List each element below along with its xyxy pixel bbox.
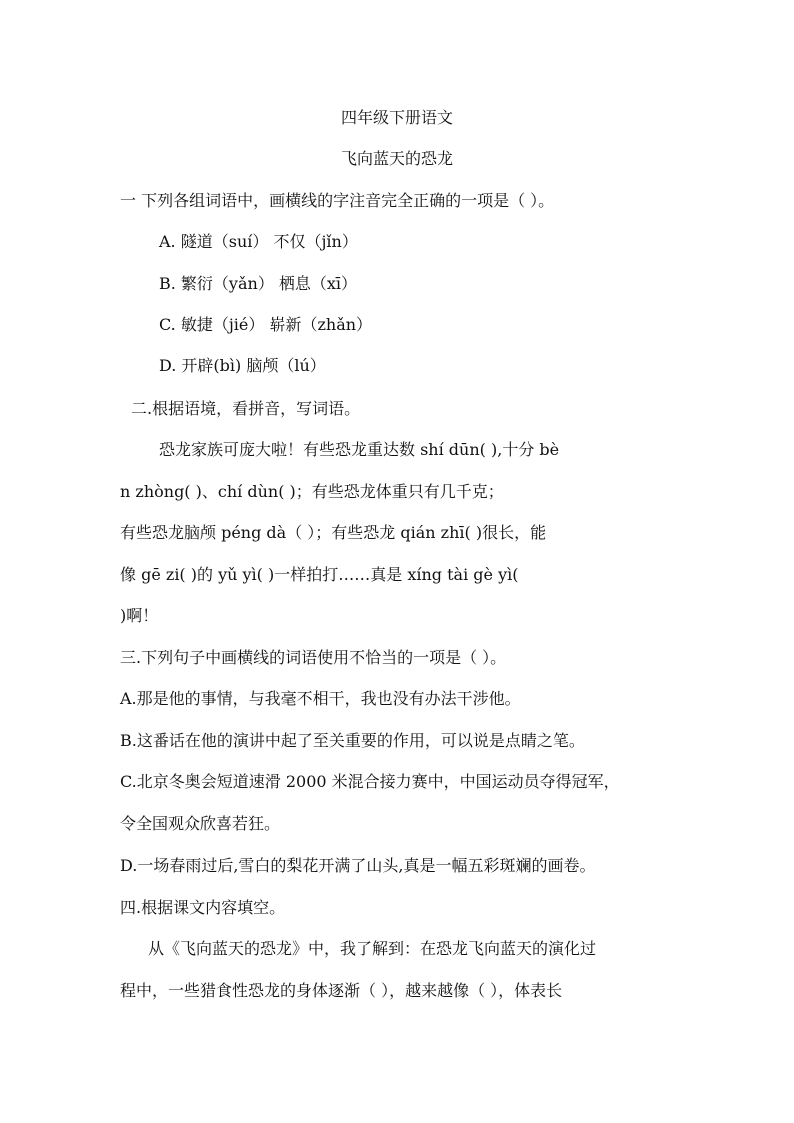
question-2-line-2: n zhòng( )、chí dùn( )；有些恐龙体重只有几千克； [120,482,504,501]
question-1-option-b: B. 繁衍（yǎn） 栖息（xī） [159,274,358,293]
question-2-heading: 二.根据语境，看拼音，写词语。 [131,399,361,418]
question-1-option-d: D. 开辟(bì) 脑颅（lú） [159,356,326,375]
page-subtitle: 飞向蓝天的恐龙 [340,149,453,168]
question-2-line-3: 有些恐龙脑颅 péng dà（ ）；有些恐龙 qián zhī( )很长，能 [120,523,547,542]
question-3-option-c-cont: 令全国观众欣喜若狂。 [120,814,281,833]
question-4-heading: 四.根据课文内容填空。 [120,898,286,917]
question-3-option-d: D.一场春雨过后,雪白的梨花开满了山头,真是一幅五彩斑斓的画卷。 [120,856,596,875]
question-3-option-b: B.这番话在他的演讲中起了至关重要的作用，可以说是点睛之笔。 [120,731,585,750]
page-title: 四年级下册语文 [340,108,453,127]
question-3-option-c: C.北京冬奥会短道速滑 2000 米混合接力赛中，中国运动员夺得冠军， [120,772,620,791]
question-4-line-1: 从《飞向蓝天的恐龙》中，我了解到：在恐龙飞向蓝天的演化过 [148,939,597,958]
question-3-option-a: A.那是他的事情，与我毫不相干，我也没有办法干涉他。 [120,689,521,708]
question-2-line-5: )啊！ [120,606,159,625]
question-3-heading: 三.下列句子中画横线的词语使用不恰当的一项是（ ）。 [120,648,507,667]
question-2-line-4: 像 gē zi( )的 yǔ yì( )一样拍打……真是 xíng tài gè yì( [120,565,519,584]
question-2-line-1: 恐龙家族可庞大啦！有些恐龙重达数 shí dūn( ),十分 bè [159,440,560,459]
question-1-option-a: A. 隧道（suí） 不仅（jǐn） [159,232,358,251]
question-1-heading: 一 下列各组词语中，画横线的字注音完全正确的一项是（ ）。 [120,191,555,210]
question-4-line-2: 程中，一些猎食性恐龙的身体逐渐（ ），越来越像（ ），体表长 [120,981,563,1000]
question-1-option-c: C. 敏捷（jié） 崭新（zhǎn） [159,315,373,334]
